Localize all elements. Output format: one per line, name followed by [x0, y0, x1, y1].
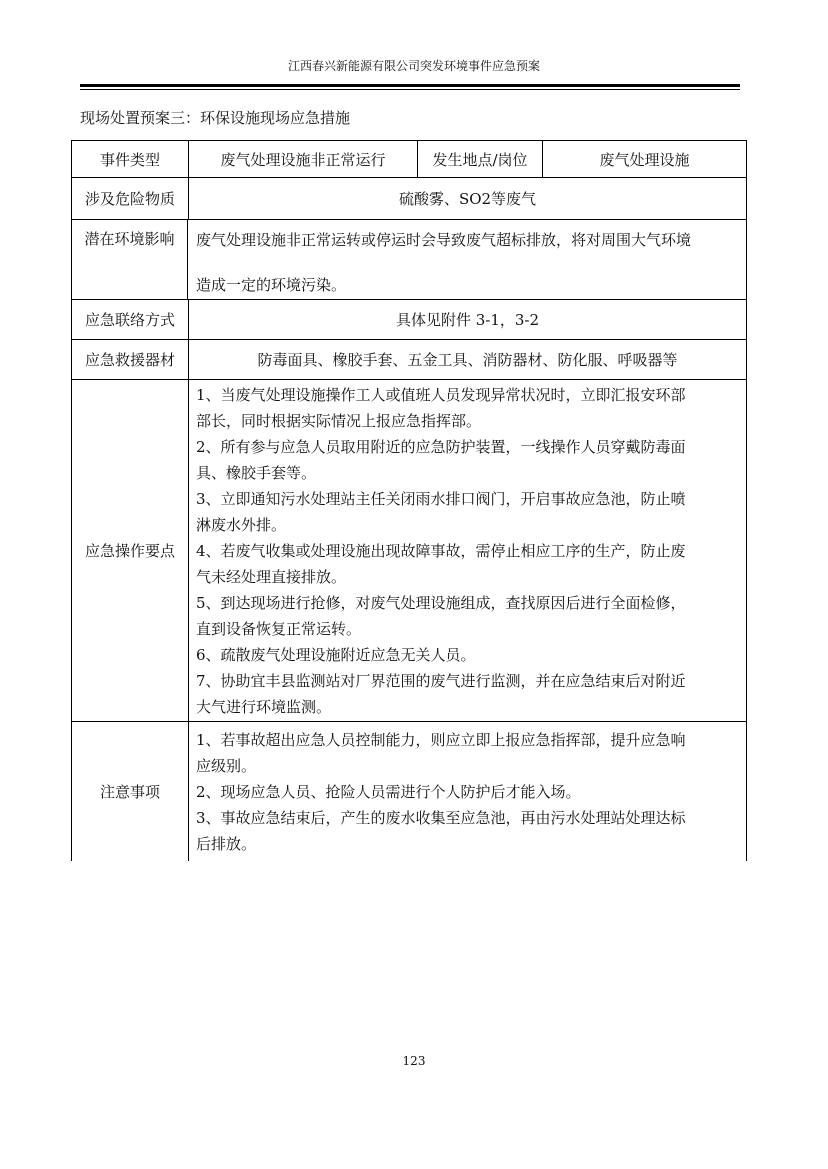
operation-line: 气未经处理直接排放。: [196, 568, 347, 586]
emergency-plan-table: [71, 140, 747, 861]
operation-text: [196, 382, 738, 720]
operation-line: 部长，同时根据实际情况上报应急指挥部。: [196, 412, 482, 430]
notes-line: 后排放。: [196, 835, 257, 853]
table-row-notes: [71, 722, 747, 861]
operation-line: 具、橡胶手套等。: [196, 464, 317, 482]
operation-line: 4、若废气收集或处理设施出现故障事故，需停止相应工序的生产，防止废: [196, 542, 686, 560]
document-header-title: 江西春兴新能源有限公司突发环境事件应急预案: [287, 59, 540, 73]
operation-line: 淋废水外排。: [196, 516, 287, 534]
operation-line: 1、当废气处理设施操作工人或值班人员发现异常状况时，立即汇报安环部: [196, 386, 686, 404]
operation-line: 大气进行环境监测。: [196, 698, 332, 716]
location-label: 发生地点/岗位: [418, 141, 543, 177]
equipment-value: 防毒面具、橡胶手套、五金工具、消防器材、防化服、呼吸器等: [257, 351, 678, 369]
contact-value: 具体见附件 3-1，3-2: [395, 311, 540, 329]
contact-label: 应急联络方式: [72, 300, 189, 339]
operation-label: 应急操作要点: [72, 380, 189, 721]
impact-label: 潜在环境影响: [72, 220, 188, 299]
table-row-contact: [71, 300, 747, 340]
location-value: 废气处理设施: [599, 150, 690, 169]
table-row-hazard: [71, 178, 747, 220]
notes-label: 注意事项: [72, 722, 189, 861]
table-row-impact: [71, 220, 747, 300]
notes-line: 3、事故应急结束后，产生的废水收集至应急池，再由污水处理站处理达标: [196, 809, 686, 827]
operation-line: 2、所有参与应急人员取用附近的应急防护装置，一线操作人员穿戴防毒面: [196, 438, 686, 456]
section-title: 现场处置预案三：环保设施现场应急措施: [80, 109, 351, 127]
table-row-event-type: [71, 140, 747, 178]
operation-line: 直到设备恢复正常运转。: [196, 620, 362, 638]
table-row-operation: [71, 380, 747, 722]
notes-line: 1、若事故超出应急人员控制能力，则应立即上报应急指挥部，提升应急响: [196, 731, 686, 749]
notes-line: 应级别。: [196, 757, 257, 775]
operation-line: 7、协助宜丰县监测站对厂界范围的废气进行监测，并在应急结束后对附近: [196, 672, 686, 690]
operation-line: 3、立即通知污水处理站主任关闭雨水排口阀门，开启事故应急池，防止喷: [196, 490, 686, 508]
hazard-label: 涉及危险物质: [72, 178, 189, 219]
impact-text: [196, 227, 738, 298]
operation-line: 6、疏散废气处理设施附近应急无关人员。: [196, 646, 476, 664]
table-row-equipment: [71, 340, 747, 380]
impact-line: 废气处理设施非正常运转或停运时会导致废气超标排放，将对周围大气环境: [196, 231, 692, 249]
notes-text: [196, 727, 738, 857]
hazard-value: 硫酸雾、SO2等废气: [398, 190, 537, 208]
equipment-label: 应急救援器材: [72, 340, 189, 379]
notes-line: 2、现场应急人员、抢险人员需进行个人防护后才能入场。: [196, 783, 581, 801]
header-rule-thick: [80, 84, 740, 87]
header-rule-thin: [80, 89, 740, 90]
page-number: 123: [402, 1054, 426, 1068]
event-type-value: 废气处理设施非正常运行: [189, 141, 418, 177]
event-type-label: 事件类型: [72, 141, 189, 177]
operation-line: 5、到达现场进行抢修，对废气处理设施组成，查找原因后进行全面检修，: [196, 594, 686, 612]
impact-line: 造成一定的环境污染。: [196, 276, 347, 294]
